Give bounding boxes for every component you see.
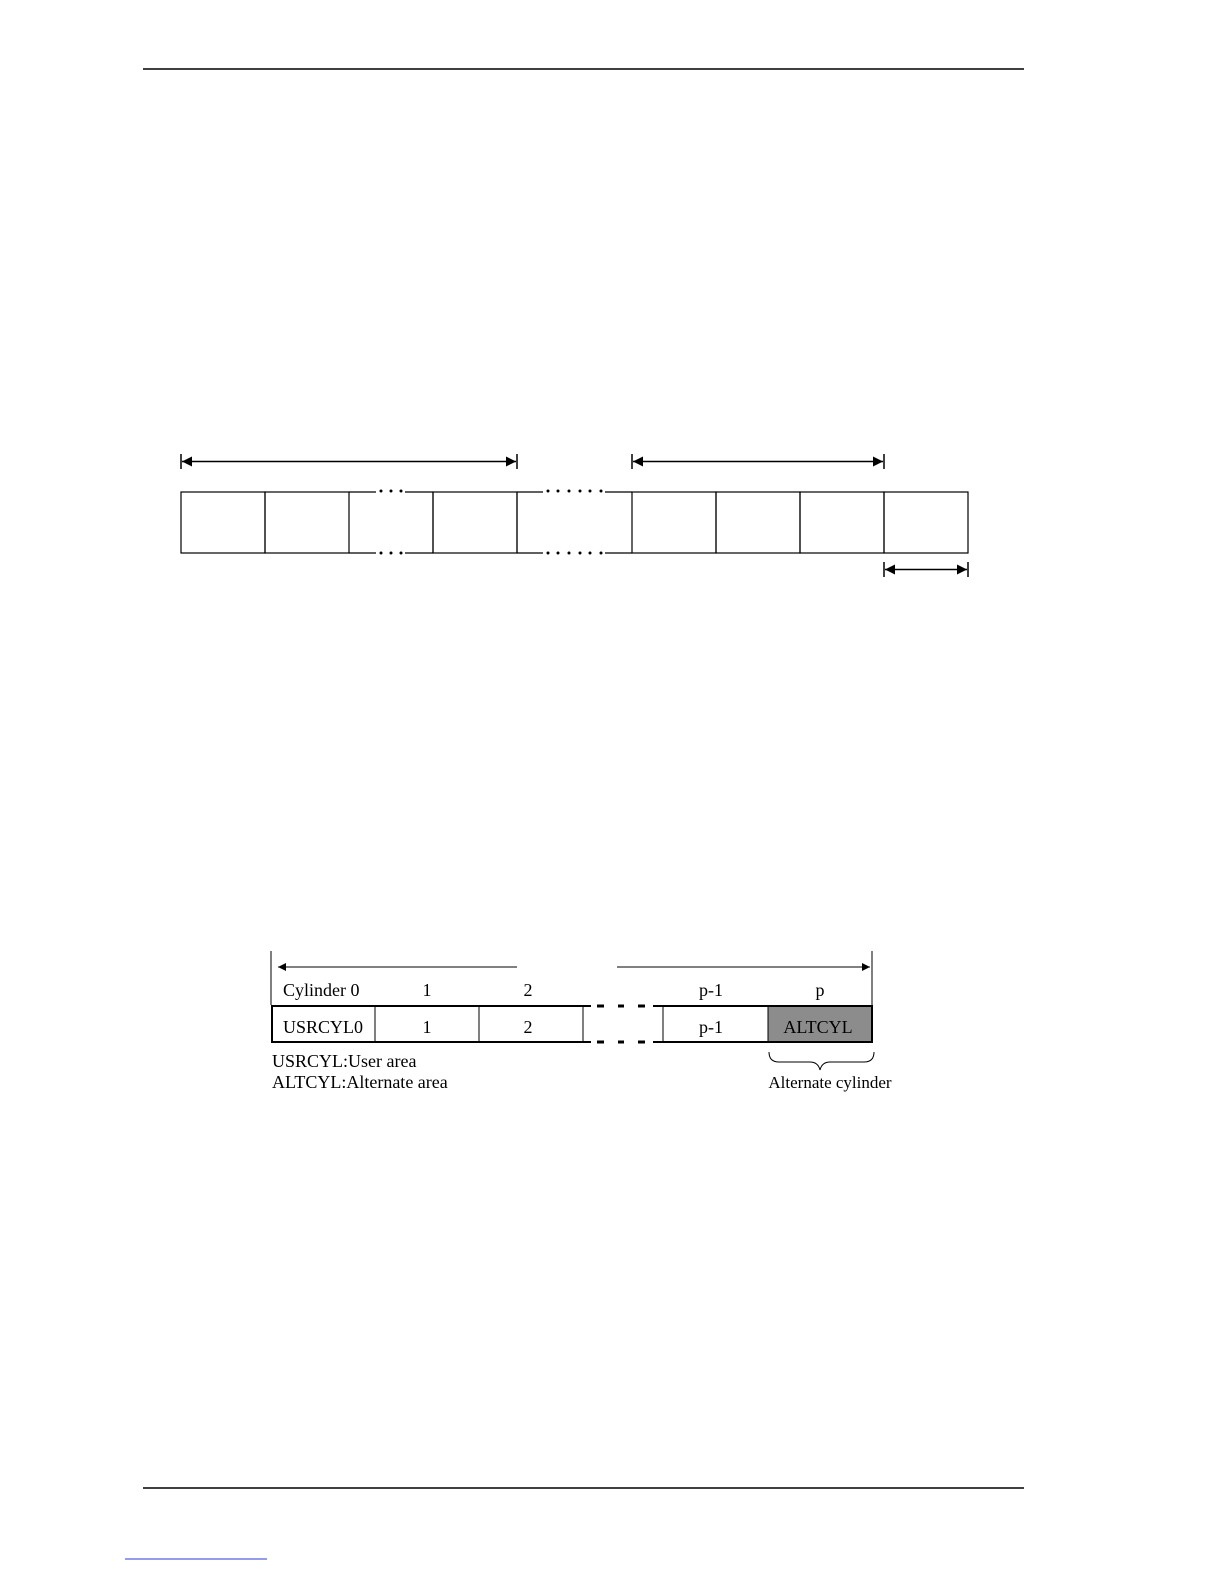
cell-usrcyl0: USRCYL0 <box>282 1017 364 1037</box>
cylinder-gap-dashes <box>597 1006 645 1042</box>
label-cylinder-1: 1 <box>422 980 432 1000</box>
track-cell-2 <box>265 492 349 553</box>
figure-1-track-diagram <box>181 454 968 577</box>
label-cylinder-p-1: p-1 <box>699 980 723 1000</box>
cell-altcyl: ALTCYL <box>783 1017 853 1037</box>
track-cell-7 <box>800 492 884 553</box>
track-cell-8 <box>884 492 968 553</box>
ellipsis-gap-1 <box>380 490 403 555</box>
dimension-arrow-right <box>632 454 884 469</box>
label-alternate-cylinder: Alternate cylinder <box>768 1073 892 1092</box>
legend-usrcyl: USRCYL:User area <box>272 1051 417 1071</box>
track-cell-1 <box>181 492 265 553</box>
cell-cylinder-1: 1 <box>422 1017 432 1037</box>
track-cell-5 <box>632 492 716 553</box>
ellipsis-gap-2 <box>547 490 603 555</box>
legend-altcyl: ALTCYL:Alternate area <box>272 1072 448 1092</box>
alternate-cylinder-brace <box>769 1052 874 1070</box>
track-cell-6 <box>716 492 800 553</box>
label-cylinder-2: 2 <box>523 980 533 1000</box>
figure-2-cylinder-diagram <box>271 951 892 1092</box>
label-cylinder-0: Cylinder 0 <box>283 980 360 1000</box>
cell-cylinder-p-1: p-1 <box>699 1017 723 1037</box>
label-cylinder-p: p <box>815 980 825 1000</box>
dimension-arrow-left <box>181 454 517 469</box>
cell-cylinder-2: 2 <box>523 1017 533 1037</box>
dimension-arrow-bottom <box>884 562 968 577</box>
track-cell-4 <box>433 492 517 553</box>
